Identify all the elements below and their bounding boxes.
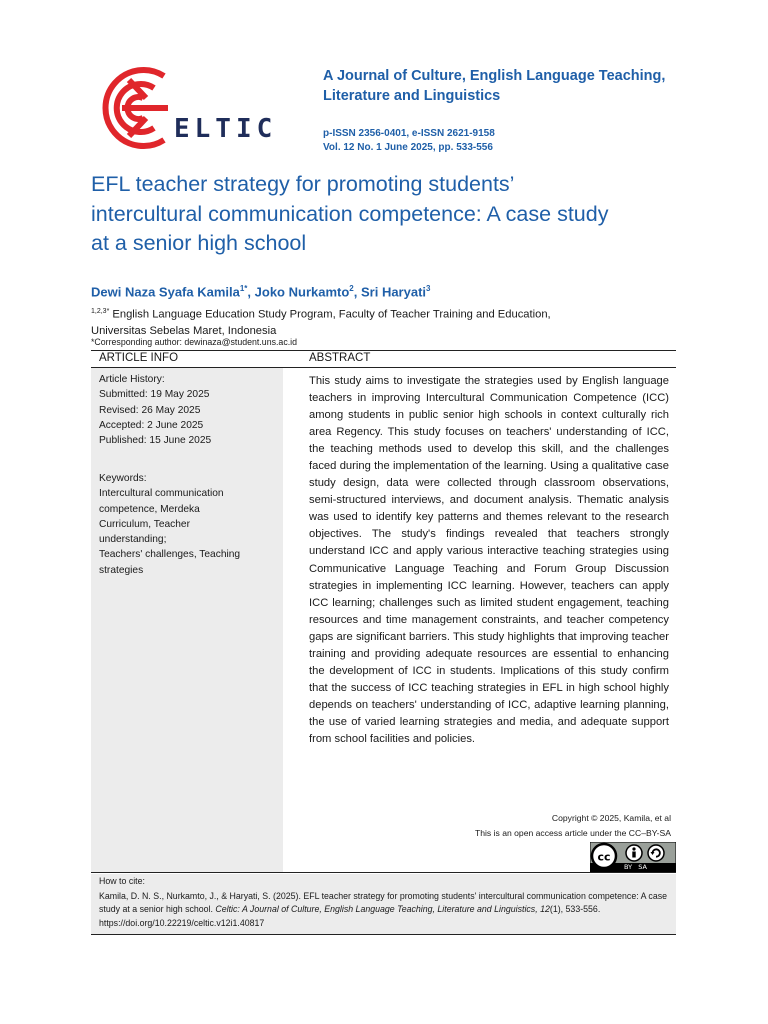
citation-part1: Kamila, D. N. S., Nurkamto, J., & Haryati, S. (2025). EFL teacher strategy for promoting students' intercultural communication competence: A case study at a senior high school. [99,891,668,915]
history-line: Accepted: 2 June 2025 [99,419,204,431]
title-line1: EFL teacher strategy for promoting students’ [91,172,515,196]
history-line: Submitted: 19 May 2025 [99,389,210,401]
share-alike-icon [648,845,664,861]
citation-journal: Celtic: A Journal of Culture, English Language Teaching, Literature and Linguistics, 12 [215,904,550,915]
keyword-line: strategies [99,564,144,576]
author-list [91,284,430,299]
keyword-line: Intercultural communication [99,488,224,500]
affiliation-line1: English Language Education Study Program, Faculty of Teacher Training and Education, [109,308,551,321]
author-separator: , [247,284,255,300]
paper-title [91,170,691,259]
article-info-heading: ARTICLE INFO [99,352,179,364]
author-name: Joko Nurkamto [254,284,350,300]
keywords-label: Keywords: [99,473,147,484]
divider-top [91,350,676,351]
keyword-line: understanding; [99,534,167,546]
history-line: Article History: [99,374,165,385]
affiliation [91,304,681,339]
copyright-line: Copyright © 2025, Kamila, et al [551,813,671,823]
license-line: This is an open access article under the CC–BY-SA [474,828,671,838]
citation-part2: (1), 533-556. https://doi.org/10.22219/celtic.v12i1.40817 [99,904,601,928]
affiliation-line2: Universitas Sebelas Maret, Indonesia [91,324,277,337]
volume-info: Vol. 12 No. 1 June 2025, pp. 533-556 [323,142,493,153]
keyword-line: Curriculum, Teacher [99,518,190,530]
journal-name [323,66,683,106]
history-line: Revised: 26 May 2025 [99,404,201,416]
affiliation-sup: 1,2,3* [91,308,110,315]
journal-name-line1: A Journal of Culture, English Language Teaching, [323,68,666,84]
issn: p-ISSN 2356-0401, e-ISSN 2621-9158 [323,128,495,139]
author-sup: 2 [349,284,354,293]
journal-issn-block [323,127,495,155]
author-sup: 3 [426,284,431,293]
journal-name-line2: Literature and Linguistics [323,88,501,104]
divider-bottom-info [91,872,676,873]
title-line3: at a senior high school [91,231,307,255]
cc-badge-label: BY SA [624,863,647,871]
author-separator: , [353,284,361,300]
abstract-heading: ABSTRACT [309,352,371,364]
corresponding-author: *Corresponding author: dewinaza@student.uns.ac.id [91,337,298,347]
author-sup: 1* [239,284,248,293]
citation-text [99,890,671,930]
logo-text: ELTIC [174,114,278,144]
cc-by-sa-badge[interactable] [590,842,676,872]
journal-logo [96,62,296,152]
history-line: Published: 15 June 2025 [99,435,212,447]
abstract-text: This study aims to investigate the strategies used by English language teachers in improving Intercultural Communication Competence (ICC) among students in public senior high schools in context culturally rich area Regency. This study focuses on teachers' understanding of ICC, the teaching methods used to develop this skill, and the challenges faced during the implementation of the learning. Using a qualitative case study design, data were collected through classroom observations, semi-structured interviews, and document analysis. Thematic analysis was used to identify key patterns and themes relevant to the research objectives. The study's findings revealed that teachers strongly understand ICC and apply various interactive teaching strategies using Communicative Language Teaching and Forum Group Discussion strategies in implementing ICC learning. However, teachers can apply ICC learning; challenges such as limited student engagement, teaching resources and time management constraints, and teacher competency gaps are significant barriers. This study highlights that improving teacher training and providing adequate resources are essential to enhancing the development of ICC in students. Implications of this study confirm that the success of ICC teaching strategies in EFL in high school highly depends on teachers' understanding of ICC, adaptive learning planning, the use of varied learning strategies and media, and adequate support from school facilities and policies. [309,375,669,745]
article-history [99,372,277,448]
citation-label: How to cite: [99,876,145,886]
divider-bottom [91,934,676,935]
title-line2: intercultural communication competence: A case study [91,201,609,226]
keyword-line: Teachers' challenges, Teaching [99,549,241,561]
author-name: Sri Haryati [360,284,427,300]
author-name: Dewi Naza Syafa Kamila [91,284,240,300]
svg-text:cc: cc [597,850,611,864]
keyword-line: competence, Merdeka [99,503,200,515]
keywords [99,471,277,578]
